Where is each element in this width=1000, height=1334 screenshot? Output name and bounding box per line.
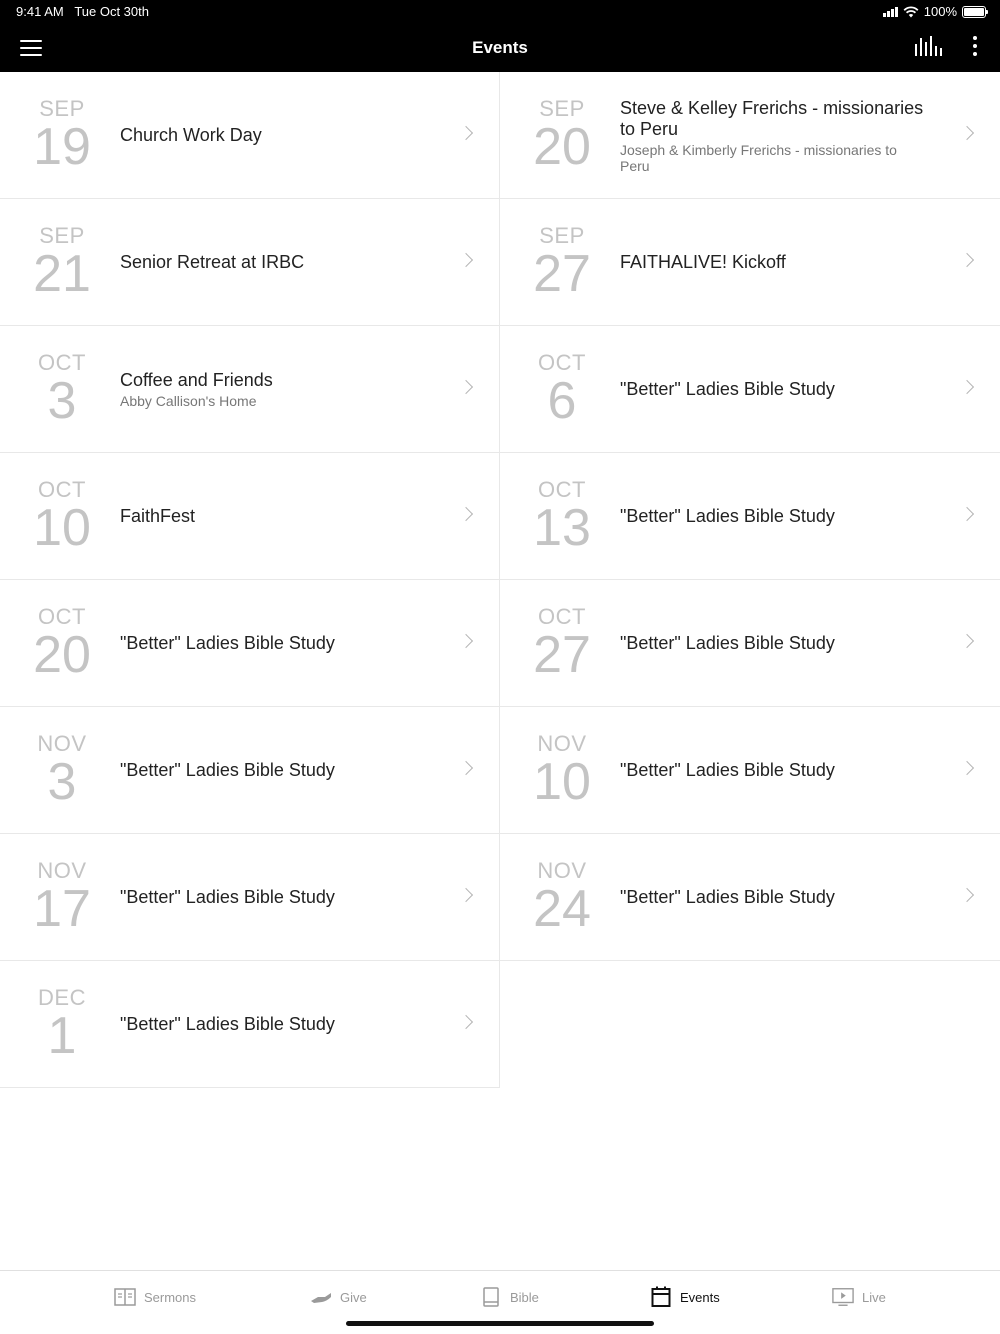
event-title: "Better" Ladies Bible Study: [620, 506, 835, 526]
event-month: SEP: [39, 223, 85, 248]
event-item[interactable]: [500, 453, 1000, 580]
event-date: [12, 858, 112, 938]
event-item[interactable]: [500, 72, 1000, 199]
chevron-right-icon: [459, 253, 473, 267]
event-info: [620, 707, 930, 834]
event-month: OCT: [38, 604, 86, 629]
event-date: [512, 96, 612, 176]
event-info: [120, 580, 429, 707]
battery-percent: 100%: [923, 4, 957, 19]
tab-bible[interactable]: [480, 1285, 539, 1309]
menu-icon[interactable]: [20, 40, 42, 56]
event-date: [512, 731, 612, 811]
event-month: OCT: [38, 477, 86, 502]
event-title: "Better" Ladies Bible Study: [120, 633, 335, 653]
event-title: "Better" Ladies Bible Study: [620, 760, 835, 780]
chevron-right-icon: [960, 888, 974, 902]
status-right: [883, 4, 986, 19]
chevron-right-icon: [960, 634, 974, 648]
event-info: [120, 961, 429, 1088]
event-date: [12, 350, 112, 430]
chevron-right-icon: [459, 761, 473, 775]
event-item[interactable]: [500, 834, 1000, 961]
status-date: Tue Oct 30th: [74, 4, 149, 19]
event-title: "Better" Ladies Bible Study: [120, 887, 335, 907]
chevron-right-icon: [459, 380, 473, 394]
tab-events[interactable]: [650, 1285, 720, 1309]
event-info: [120, 834, 429, 961]
battery-icon: [962, 6, 986, 18]
event-item[interactable]: [0, 72, 500, 199]
event-day: 27: [533, 626, 591, 684]
event-item[interactable]: [0, 326, 500, 453]
event-date: [12, 604, 112, 684]
event-item[interactable]: [0, 453, 500, 580]
event-day: 20: [533, 118, 591, 176]
event-day: 3: [47, 753, 77, 811]
chevron-right-icon: [960, 761, 974, 775]
tab-sermons-label: Sermons: [144, 1289, 197, 1305]
event-title: FAITHALIVE! Kickoff: [620, 252, 786, 272]
event-info: [120, 199, 429, 326]
event-day: 3: [47, 372, 77, 430]
chevron-right-icon: [459, 634, 473, 648]
event-month: NOV: [37, 731, 87, 756]
tab-live[interactable]: [832, 1285, 886, 1309]
event-subtitle: Abby Callison's Home: [120, 393, 257, 409]
event-item[interactable]: [500, 580, 1000, 707]
event-title: Coffee and Friends: [120, 370, 273, 390]
event-month: OCT: [538, 477, 586, 502]
event-date: [12, 731, 112, 811]
status-clock: 9:41 AM: [16, 4, 64, 19]
tab-give-label: Give: [340, 1289, 367, 1305]
chevron-right-icon: [960, 126, 974, 140]
event-title: "Better" Ladies Bible Study: [620, 633, 835, 653]
event-item[interactable]: [0, 199, 500, 326]
sermons-icon: [114, 1287, 136, 1307]
event-info: [120, 707, 429, 834]
event-title: "Better" Ladies Bible Study: [620, 379, 835, 399]
event-date: [512, 858, 612, 938]
event-day: 27: [533, 245, 591, 303]
event-month: OCT: [538, 604, 586, 629]
chevron-right-icon: [459, 126, 473, 140]
page-title: Events: [472, 38, 528, 57]
event-title: Senior Retreat at IRBC: [120, 252, 305, 272]
event-info: [120, 453, 429, 580]
event-month: DEC: [38, 985, 86, 1010]
event-title: FaithFest: [120, 506, 196, 526]
signal-icon: [883, 7, 898, 17]
top-bar: [0, 0, 1000, 72]
event-info: [620, 72, 930, 199]
event-date: [512, 477, 612, 557]
event-month: SEP: [539, 223, 585, 248]
chevron-right-icon: [459, 1015, 473, 1029]
event-item[interactable]: [500, 326, 1000, 453]
event-date: [512, 223, 612, 303]
status-time: [16, 4, 149, 19]
event-day: 19: [33, 118, 91, 176]
more-options-icon[interactable]: [972, 36, 978, 56]
event-info: [620, 580, 930, 707]
event-item[interactable]: [0, 834, 500, 961]
event-date: [512, 604, 612, 684]
tab-events-label: Events: [680, 1289, 720, 1305]
event-day: 24: [533, 880, 591, 938]
status-bar: [0, 0, 1000, 24]
give-icon: [310, 1287, 332, 1307]
event-date: [12, 985, 112, 1065]
event-title: Church Work Day: [120, 125, 262, 145]
event-month: OCT: [38, 350, 86, 375]
event-item[interactable]: [0, 707, 500, 834]
event-date: [12, 477, 112, 557]
event-title: "Better" Ladies Bible Study: [620, 887, 835, 907]
chevron-right-icon: [960, 253, 974, 267]
event-month: NOV: [537, 731, 587, 756]
chevron-right-icon: [459, 888, 473, 902]
event-date: [12, 223, 112, 303]
event-info: [620, 453, 930, 580]
event-day: 10: [33, 499, 91, 557]
event-date: [12, 96, 112, 176]
live-icon: [832, 1287, 854, 1307]
event-item[interactable]: [500, 707, 1000, 834]
event-title: "Better" Ladies Bible Study: [120, 1014, 335, 1034]
event-item[interactable]: [0, 961, 500, 1088]
event-day: 13: [533, 499, 591, 557]
event-info: [620, 199, 930, 326]
event-item[interactable]: [0, 580, 500, 707]
home-indicator[interactable]: [346, 1321, 654, 1326]
event-day: 20: [33, 626, 91, 684]
event-info: [620, 834, 930, 961]
event-month: NOV: [537, 858, 587, 883]
tab-bible-label: Bible: [510, 1289, 539, 1305]
event-month: OCT: [538, 350, 586, 375]
event-subtitle: Joseph & Kimberly Frerichs - missionaries to Peru: [620, 141, 897, 174]
wifi-icon: [903, 6, 919, 18]
event-item[interactable]: [500, 199, 1000, 326]
event-day: 21: [33, 245, 91, 303]
event-info: [620, 326, 930, 453]
chevron-right-icon: [459, 507, 473, 521]
event-title: "Better" Ladies Bible Study: [120, 760, 335, 780]
bible-icon: [480, 1287, 502, 1307]
event-month: SEP: [39, 96, 85, 121]
events-icon: [650, 1287, 672, 1307]
event-date: [512, 350, 612, 430]
tab-live-label: Live: [862, 1289, 886, 1305]
chevron-right-icon: [960, 380, 974, 394]
event-day: 10: [533, 753, 591, 811]
event-info: [120, 326, 429, 453]
event-title: Steve & Kelley Frerichs - missionaries to Peru: [620, 97, 924, 139]
event-month: SEP: [539, 96, 585, 121]
header-actions: [915, 36, 978, 56]
tab-give[interactable]: [310, 1285, 367, 1309]
event-info: [120, 72, 429, 199]
event-day: 6: [547, 372, 577, 430]
tab-sermons[interactable]: [114, 1285, 196, 1309]
chevron-right-icon: [960, 507, 974, 521]
event-day: 1: [47, 1007, 77, 1065]
event-day: 17: [33, 880, 91, 938]
event-month: NOV: [37, 858, 87, 883]
audio-bars-icon[interactable]: [915, 36, 942, 56]
